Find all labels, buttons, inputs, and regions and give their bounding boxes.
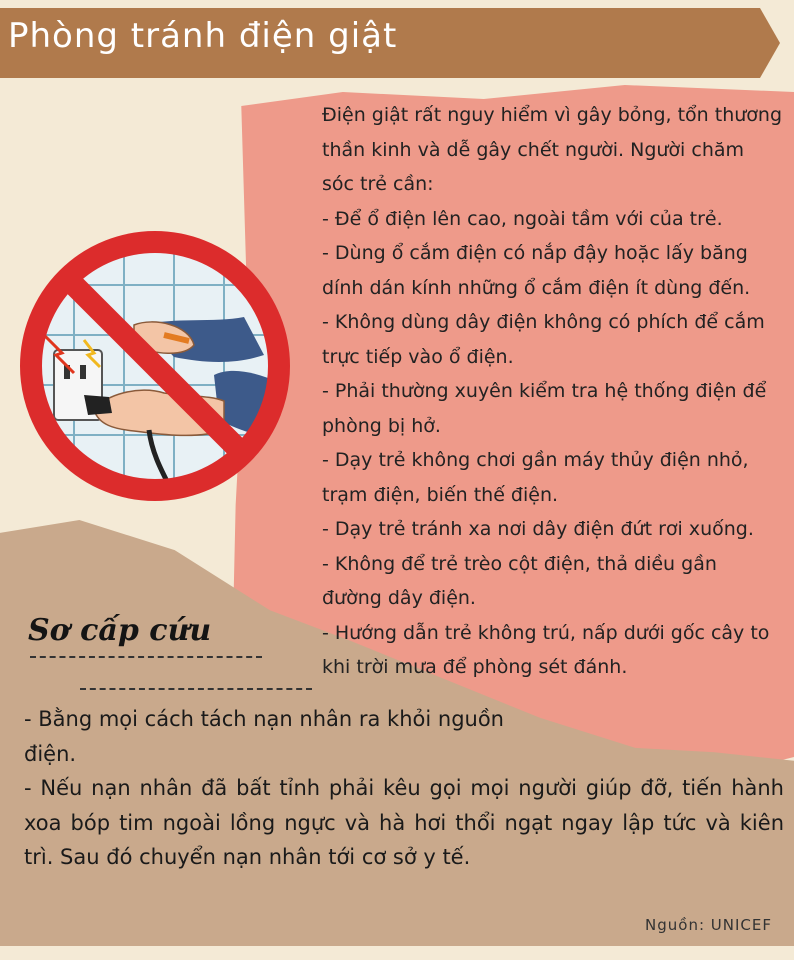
list-item: - Không dùng dây điện không có phích để cắm trực tiếp vào ổ điện. — [322, 311, 765, 368]
list-item: - Dạy trẻ tránh xa nơi dây điện đứt rơi xuống. — [322, 518, 754, 540]
first-aid-title: Sơ cấp cứu — [28, 613, 212, 648]
source-credit: Nguồn: UNICEF — [645, 916, 772, 934]
list-item: - Nếu nạn nhân đã bất tỉnh phải kêu gọi mọi người giúp đỡ, tiến hành xoa bóp tim ngoài lồng ngực và hà hơi thổi ngạt ngay lập tức và kiên trì. Sau đó chuyển nạn nhân tới cơ sở y tế. — [24, 776, 784, 869]
bottom-strip — [0, 946, 794, 960]
prevention-list — [322, 202, 782, 685]
list-item-continuation: khi trời mưa để phòng sét đánh. — [322, 656, 628, 678]
list-item: - Không để trẻ trèo cột điện, thả diều gần đường dây điện. — [322, 552, 717, 609]
page-title: Phòng tránh điện giật — [8, 16, 398, 56]
first-aid-list — [24, 702, 784, 875]
prevention-text — [322, 98, 782, 685]
dashed-divider — [80, 688, 312, 690]
first-aid-text — [24, 702, 784, 875]
list-item: - Dạy trẻ không chơi gần máy thủy điện nhỏ, trạm điện, biến thế điện. — [322, 449, 749, 506]
list-item: - Bằng mọi cách tách nạn nhân ra khỏi nguồn điện. — [24, 707, 504, 766]
no-plugging-socket-icon — [14, 225, 296, 507]
list-item: - Dùng ổ cắm điện có nắp đậy hoặc lấy băng dính dán kính những ổ cắm điện ít dùng đến. — [322, 242, 751, 299]
list-item: - Để ổ điện lên cao, ngoài tầm với của trẻ. — [322, 207, 723, 230]
list-item: - Hướng dẫn trẻ không trú, nấp dưới gốc cây to — [322, 621, 770, 644]
list-item: - Phải thường xuyên kiểm tra hệ thống điện để phòng bị hở. — [322, 380, 767, 437]
intro-paragraph: Điện giật rất nguy hiểm vì gây bỏng, tổn thương thần kinh và dễ gây chết người. Người chăm sóc trẻ cần: — [322, 104, 783, 195]
dashed-divider — [30, 656, 262, 658]
